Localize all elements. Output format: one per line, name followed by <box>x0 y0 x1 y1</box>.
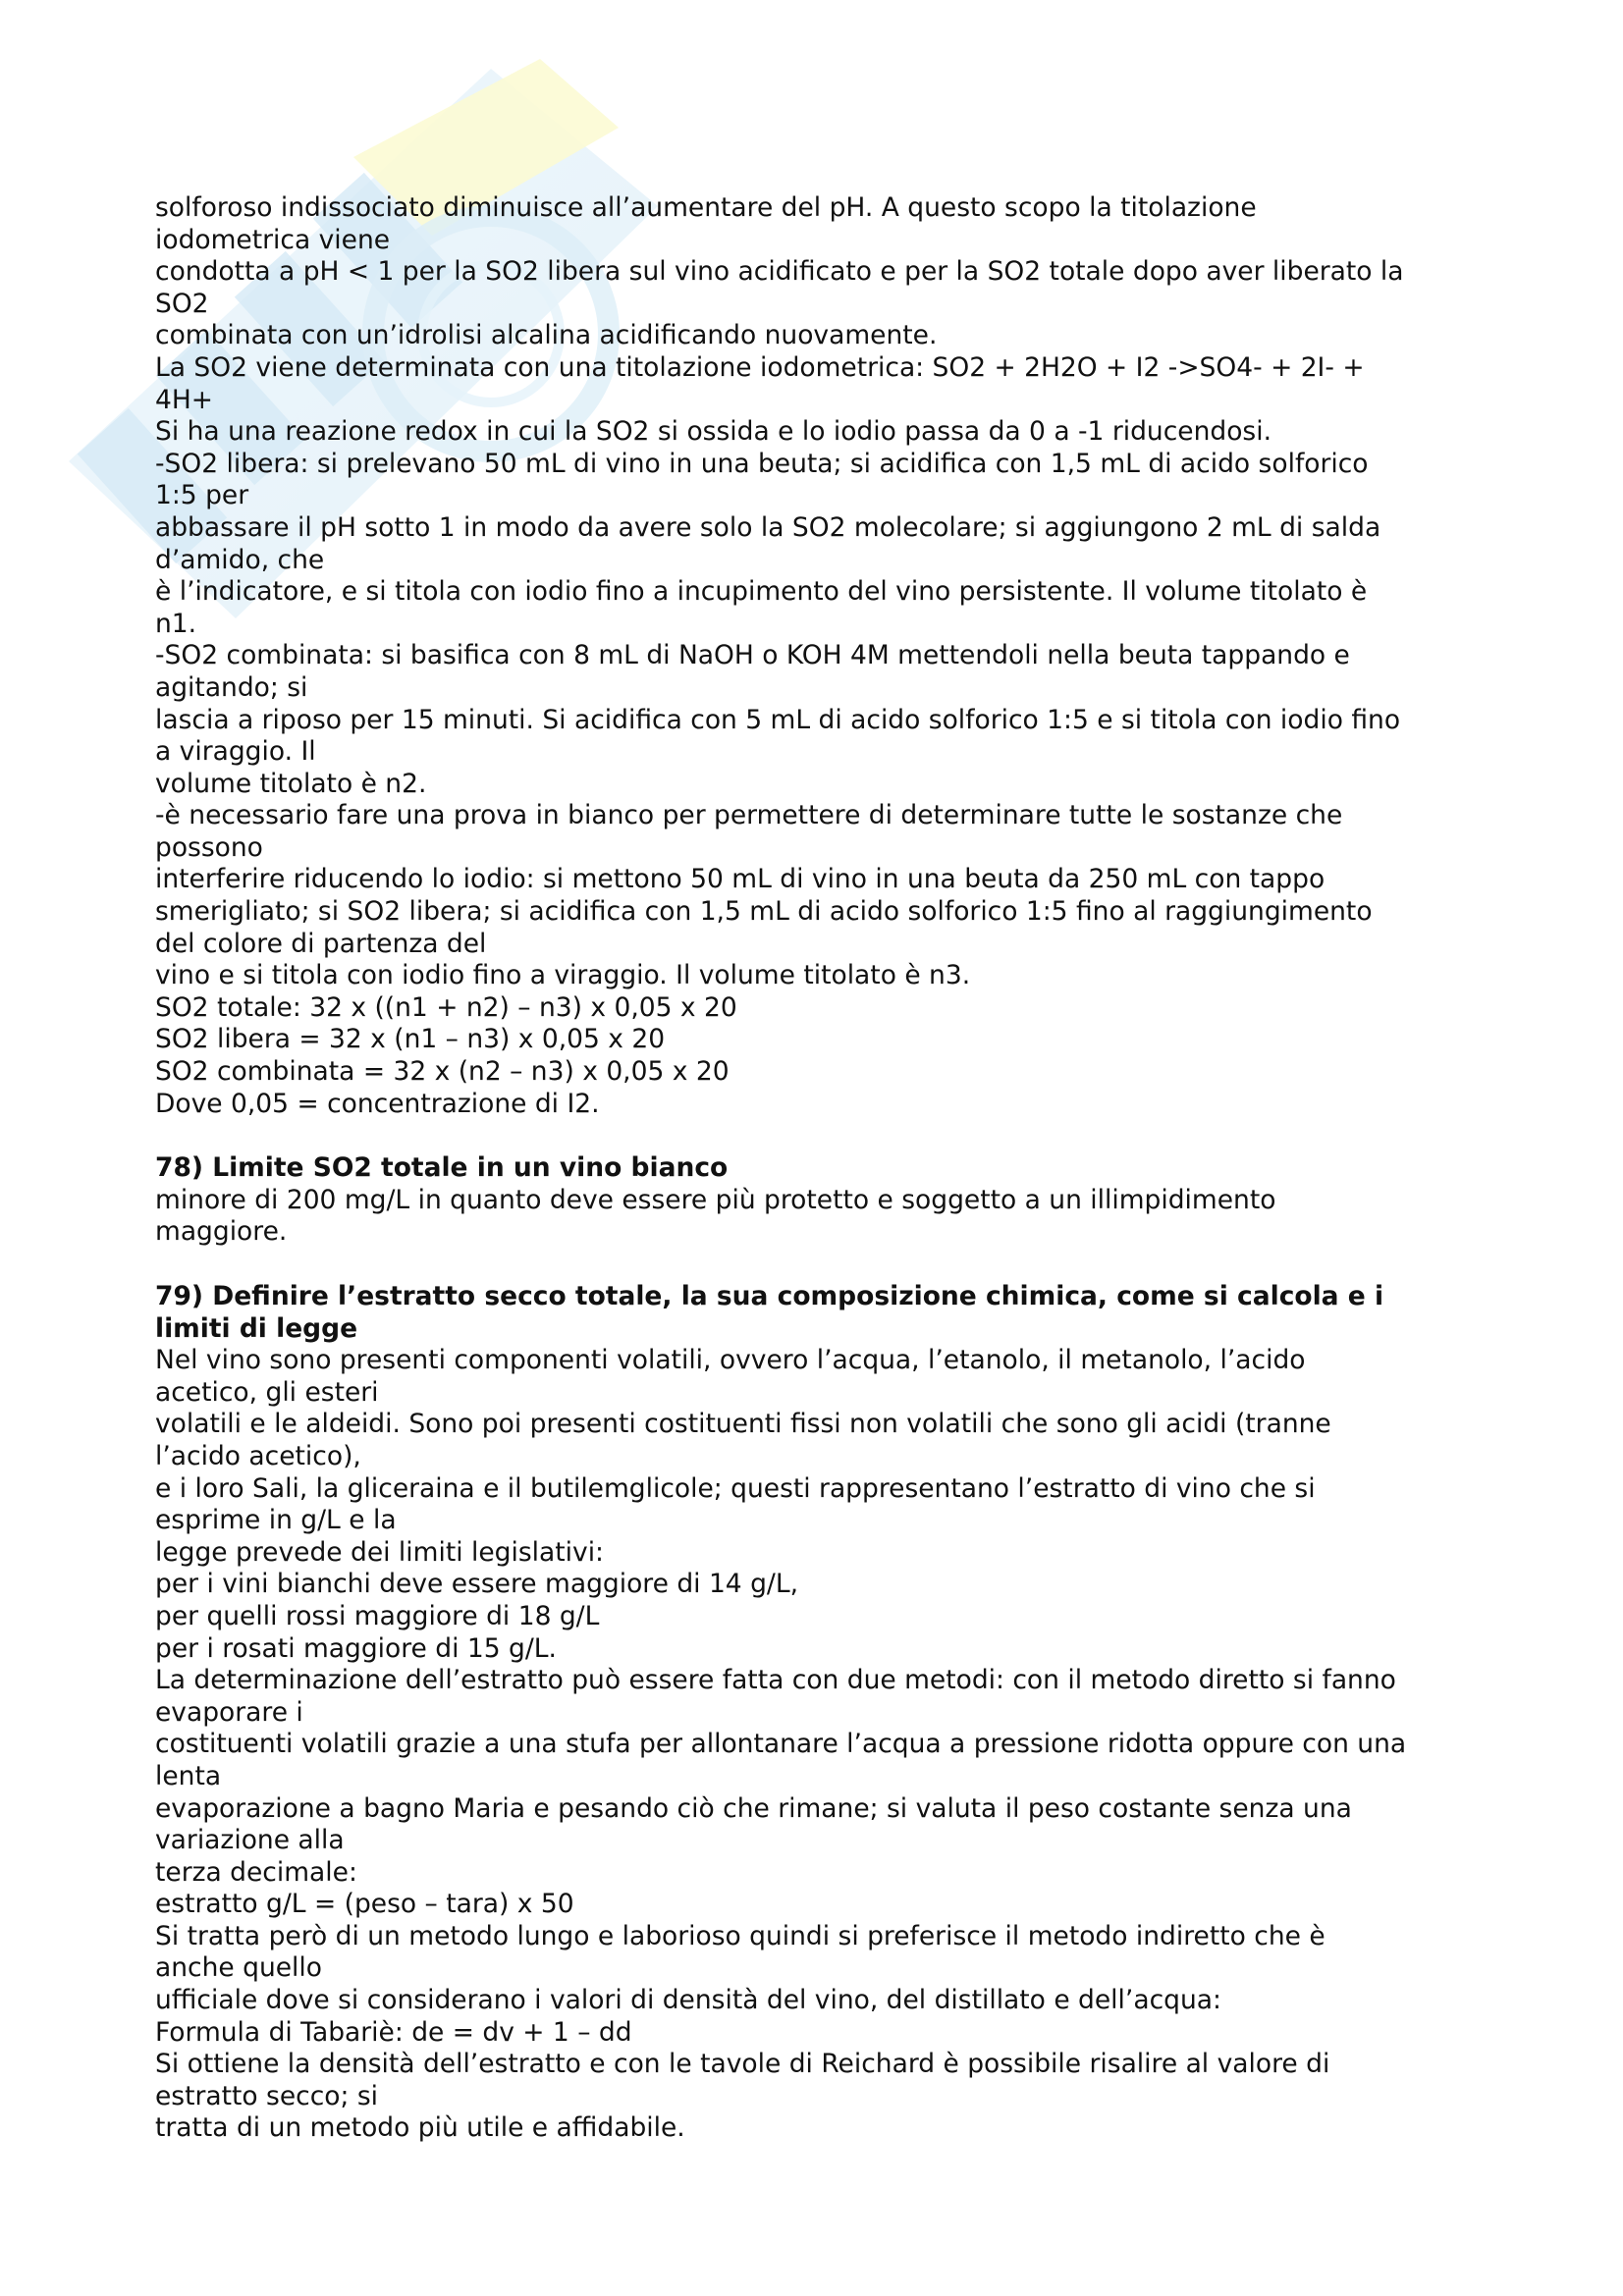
so2-method-block <box>155 192 1481 1120</box>
text-line: del colore di partenza del <box>155 928 487 959</box>
text-line: interferire riducendo lo iodio: si mettono 50 mL di vino in una beuta da 250 mL con tappo <box>155 864 1325 895</box>
text-line: abbassare il pH sotto 1 in modo da avere solo la SO2 molecolare; si aggiungono 2 mL di salda <box>155 511 1381 543</box>
formula-line: SO2 totale: 32 x ((n1 + n2) – n3) x 0,05 x 20 <box>155 991 737 1023</box>
formula-line: SO2 combinata = 32 x (n2 – n3) x 0,05 x 20 <box>155 1056 730 1088</box>
text-line: SO2 <box>155 288 209 319</box>
text-line: esprime in g/L e la <box>155 1505 397 1536</box>
text-line: per i rosati maggiore di 15 g/L. <box>155 1632 557 1664</box>
text-line: maggiore. <box>155 1216 288 1248</box>
section-heading: 79) Definire l’estratto secco totale, la sua composizione chimica, come si calcola e i <box>155 1281 1384 1311</box>
paragraph-gap <box>155 1120 1481 1152</box>
text-line: Si ha una reazione redox in cui la SO2 si ossida e lo iodio passa da 0 a -1 riducendosi. <box>155 416 1272 448</box>
text-line: evaporazione a bagno Maria e pesando ciò che rimane; si valuta il peso costante senza una <box>155 1792 1352 1824</box>
text-line: terza decimale: <box>155 1856 357 1888</box>
text-line: ufficiale dove si considerano i valori di densità del vino, del distillato e dell’acqua: <box>155 1985 1221 2016</box>
text-line: -SO2 combinata: si basifica con 8 mL di NaOH o KOH 4M mettendoli nella beuta tappando e <box>155 640 1350 671</box>
section-heading: 78) Limite SO2 totale in un vino bianco <box>155 1152 729 1184</box>
text-line: tratta di un metodo più utile e affidabile. <box>155 2112 685 2144</box>
text-line: vino e si titola con iodio fino a viraggio. Il volume titolato è n3. <box>155 960 971 991</box>
text-line: minore di 200 mg/L in quanto deve essere più protetto e soggetto a un illimpidimento <box>155 1184 1276 1215</box>
paragraph-gap <box>155 1249 1481 1281</box>
text-line: legge prevede dei limiti legislativi: <box>155 1536 604 1568</box>
text-line: anche quello <box>155 1952 322 1984</box>
document-body <box>155 192 1481 2145</box>
section-heading: limiti di legge <box>155 1312 358 1344</box>
text-line: l’acido acetico), <box>155 1440 361 1471</box>
text-line: Si tratta però di un metodo lungo e laborioso quindi si preferisce il metodo indiretto che è <box>155 1920 1325 1951</box>
text-line: agitando; si <box>155 671 308 703</box>
section-79 <box>155 1281 1481 2145</box>
text-line: estratto secco; si <box>155 2080 379 2111</box>
text-line: smerigliato; si SO2 libera; si acidifica con 1,5 mL di acido solforico 1:5 fino al raggiungimento <box>155 896 1373 928</box>
text-line: Si ottiene la densità dell’estratto e con le tavole di Reichard è possibile risalire al valore di <box>155 2049 1330 2080</box>
text-line: per i vini bianchi deve essere maggiore di 14 g/L, <box>155 1569 799 1600</box>
formula-line: estratto g/L = (peso – tara) x 50 <box>155 1889 574 1920</box>
text-line: lascia a riposo per 15 minuti. Si acidifica con 5 mL di acido solforico 1:5 e si titola con iodio fino <box>155 704 1401 735</box>
text-line: iodometrica viene <box>155 224 391 255</box>
text-line: Nel vino sono presenti componenti volatili, ovvero l’acqua, l’etanolo, il metanolo, l’acido <box>155 1345 1306 1376</box>
text-line: costituenti volatili grazie a una stufa per allontanare l’acqua a pressione ridotta oppure con una <box>155 1729 1407 1760</box>
text-line: variazione alla <box>155 1825 345 1856</box>
formula-line: SO2 libera = 32 x (n1 – n3) x 0,05 x 20 <box>155 1024 666 1055</box>
text-line: La SO2 viene determinata con una titolazione iodometrica: SO2 + 2H2O + I2 ->SO4- + 2I- + <box>155 351 1365 383</box>
text-line: volatili e le aldeidi. Sono poi presenti costituenti fissi non volatili che sono gli acidi (tranne <box>155 1409 1331 1440</box>
text-line: d’amido, che <box>155 544 325 575</box>
text-line: possono <box>155 831 263 863</box>
text-line: combinata con un’idrolisi alcalina acidificando nuovamente. <box>155 320 938 351</box>
text-line: solforoso indissociato diminuisce all’aumentare del pH. A questo scopo la titolazione <box>155 192 1257 223</box>
text-line: condotta a pH < 1 per la SO2 libera sul vino acidificato e per la SO2 totale dopo aver liberato la <box>155 256 1404 288</box>
text-line: e i loro Sali, la gliceraina e il butilemglicole; questi rappresentano l’estratto di vino che si <box>155 1472 1316 1504</box>
text-line: evaporare i <box>155 1696 303 1728</box>
text-line: volume titolato è n2. <box>155 768 427 799</box>
text-line: 4H+ <box>155 384 213 415</box>
text-line: -SO2 libera: si prelevano 50 mL di vino in una beuta; si acidifica con 1,5 mL di acido solforico <box>155 448 1369 479</box>
text-line: per quelli rossi maggiore di 18 g/L <box>155 1600 600 1631</box>
formula-line: Formula di Tabariè: de = dv + 1 – dd <box>155 2016 632 2048</box>
text-line: 1:5 per <box>155 480 249 511</box>
text-line: è l’indicatore, e si titola con iodio fino a incupimento del vino persistente. Il volume titolato è <box>155 576 1368 608</box>
text-line: a viraggio. Il <box>155 736 316 768</box>
section-78 <box>155 1152 1481 1249</box>
text-line: lenta <box>155 1760 222 1791</box>
text-line: La determinazione dell’estratto può essere fatta con due metodi: con il metodo diretto si fanno <box>155 1665 1396 1696</box>
text-line: n1. <box>155 608 197 639</box>
text-line: -è necessario fare una prova in bianco per permettere di determinare tutte le sostanze che <box>155 800 1343 831</box>
text-line: acetico, gli esteri <box>155 1376 379 1408</box>
text-line: Dove 0,05 = concentrazione di I2. <box>155 1088 600 1119</box>
